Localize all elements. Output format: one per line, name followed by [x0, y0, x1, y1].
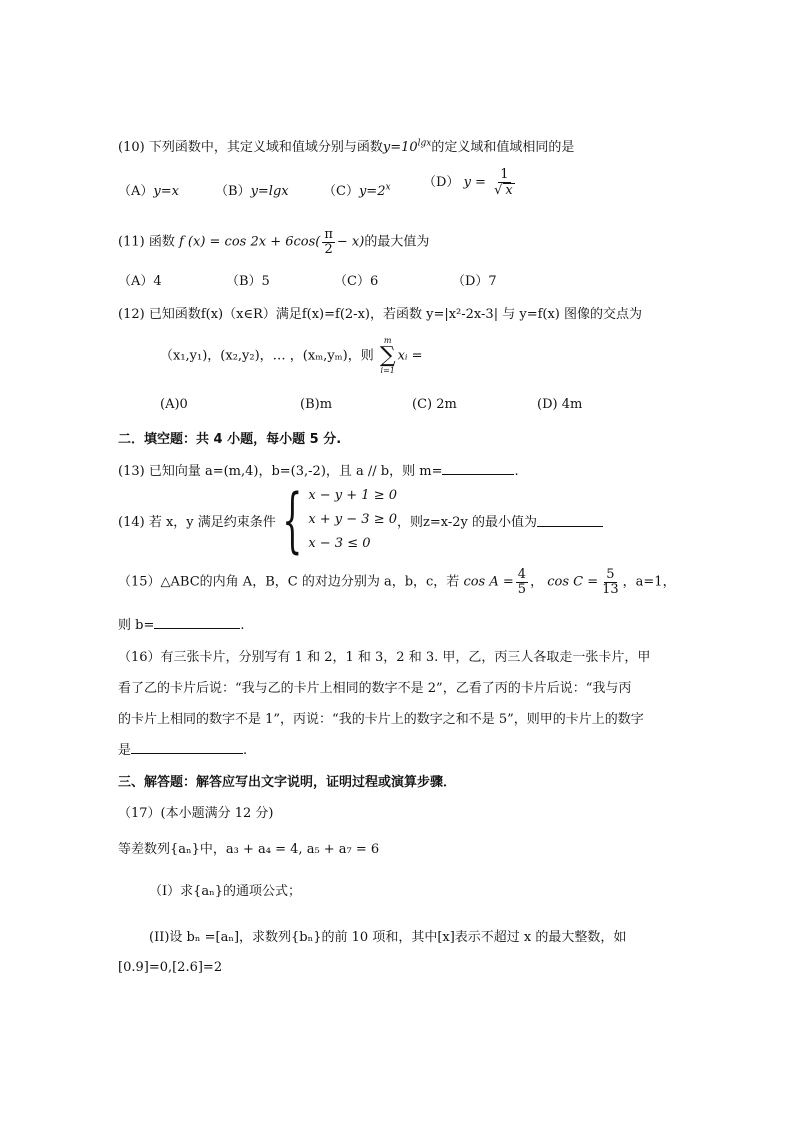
q17-part-2: (II)设 bₙ =[aₙ]，求数列{bₙ}的前 10 项和，其中[x]表示不超过 x 的最大整数，如 [149, 930, 627, 945]
q16-line-3: 的卡片上相同的数字不是 1”，丙说：“我的卡片上的数字之和不是 5”，则甲的卡片上的数字 [118, 712, 644, 727]
q10-option-a: （A）y=x [118, 184, 179, 199]
q11-stem: (11) 函数 f (x) = cos 2x + 6cos( $\frac{\pi}{2}$ − x)的最大值为 [118, 227, 430, 257]
q14-stem: (14) 若 x，y 满足约束条件 { x − y + 1 ≥ 0 x + y − 3 ≥ 0 x − 3 ≤ 0 ，则z=x-2y 的最小值为 [118, 484, 603, 556]
q15-stem: （15）△ABC的内角 A，B，C 的对边分别为 a，b，c，若 cos A = $\frac{4}{5}$ ， cos C = $\frac{5}{13}$ ，a=1， [118, 567, 676, 597]
q11-fraction: $\frac{\pi}{2}$ [324, 227, 333, 257]
q14-brace: { [282, 479, 303, 561]
section-solutions-heading: 三、解答题：解答应写出文字说明，证明过程或演算步骤． [118, 775, 457, 790]
q12-option-b: (B)m [300, 397, 333, 412]
q11-option-a: （A）4 [118, 274, 162, 289]
q16-line-1: （16）有三张卡片，分别写有 1 和 2，1 和 3，2 和 3. 甲，乙，丙三人各取走一张卡片，甲 [118, 650, 651, 665]
q11-option-b: （B）5 [226, 274, 270, 289]
q17-header: （17）(本小题满分 12 分) [118, 806, 274, 821]
q12-summation: m ∑ i=1 [379, 336, 396, 375]
q10-option-d: （D） y = $\frac{1}{√ x}$ [423, 168, 519, 197]
q13-answer-blank [442, 462, 514, 475]
q15-answer-line: 则 b= . [118, 618, 245, 633]
q17-line-1: 等差数列{aₙ}中，a₃ + a₄ = 4, a₅ + a₇ = 6 [118, 842, 380, 857]
q16-line-2: 看了乙的卡片后说：“我与乙的卡片上相同的数字不是 2”，乙看了丙的卡片后说：“我与丙 [118, 681, 632, 696]
q14-constraints: x − y + 1 ≥ 0 x + y − 3 ≥ 0 x − 3 ≤ 0 [308, 488, 398, 551]
q15-answer-blank [154, 616, 240, 629]
q12-stem: (12) 已知函数f(x)（x∈R）满足f(x)=f(2-x)，若函数 y=|x²-2x-3| 与 y=f(x) 图像的交点为 [118, 307, 642, 322]
q12-option-d: (D) 4m [537, 397, 583, 412]
q14-answer-blank [537, 514, 603, 527]
q12-option-c: (C) 2m [412, 397, 457, 412]
q17-part-2-continued: [0.9]=0,[2.6]=2 [118, 960, 223, 975]
q13-stem: (13) 已知向量 a=(m,4)，b=(3,-2)，且 a // b，则 m= . [118, 464, 519, 479]
q10-stem: (10) 下列函数中，其定义域和值域分别与函数$y=10^{lgx}$的定义域和值域相同的是 [118, 138, 575, 155]
q12-option-a: (A)0 [160, 397, 188, 412]
q12-points: （x₁,y₁)，(x₂,y₂)，… ，(xₘ,yₘ)，则 m ∑ i=1 xᵢ = [160, 336, 423, 375]
q17-part-1: （I）求{aₙ}的通项公式； [149, 884, 302, 899]
section-fill-in-heading: 二．填空题：共 4 小题，每小题 5 分. [118, 432, 342, 447]
q11-option-d: （D）7 [452, 274, 497, 289]
q11-option-c: （C）6 [334, 274, 379, 289]
q16-line-4: 是 . [118, 743, 248, 758]
q10-option-b: （B）y=lgx [215, 184, 289, 199]
q16-answer-blank [131, 741, 243, 754]
q10-number: (10) [118, 140, 145, 155]
q10-option-c: $(C)y=2^x$ [323, 182, 391, 199]
q10-d-fraction: $\frac{1}{√ x}$ [494, 167, 513, 198]
